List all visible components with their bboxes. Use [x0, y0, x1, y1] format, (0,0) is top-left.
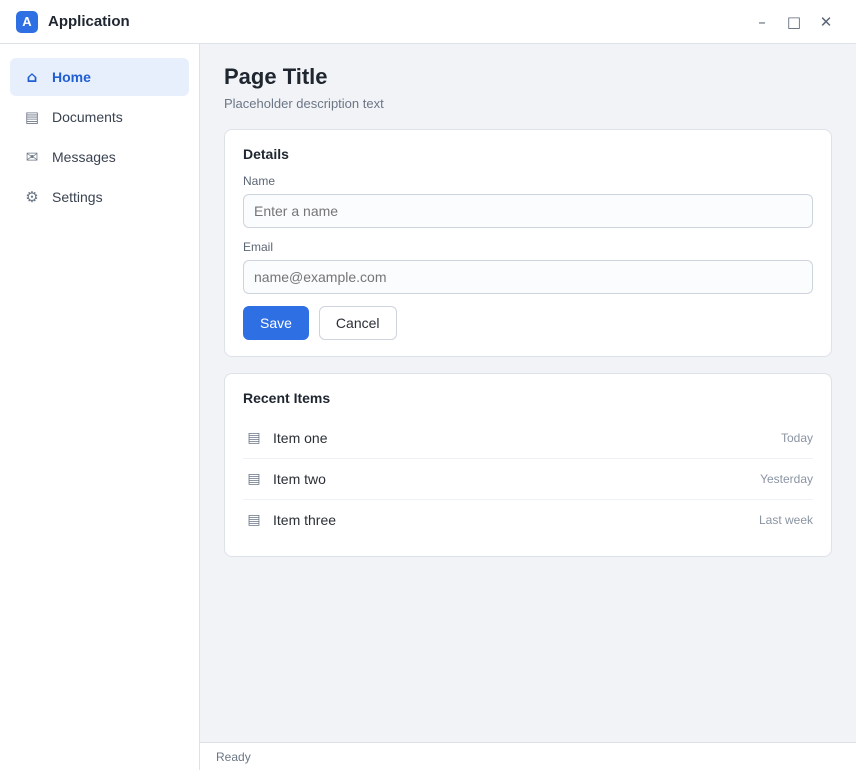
- minimize-button[interactable]: –: [748, 8, 776, 36]
- save-button[interactable]: Save: [243, 306, 309, 340]
- name-input[interactable]: [243, 194, 813, 228]
- sidebar-item-messages[interactable]: [10, 138, 189, 176]
- form-actions: [243, 306, 813, 340]
- status-bar: [200, 742, 856, 770]
- sidebar-item-label: Settings: [52, 189, 103, 205]
- list-item-label: Item two: [273, 471, 326, 487]
- cancel-button[interactable]: Cancel: [319, 306, 397, 340]
- main-content: [200, 44, 856, 770]
- list-item[interactable]: [243, 418, 813, 459]
- sidebar-item-label: Documents: [52, 109, 123, 125]
- file-icon: ▤: [247, 471, 261, 487]
- close-button[interactable]: ✕: [812, 8, 840, 36]
- list-item[interactable]: [243, 459, 813, 500]
- name-label: Name: [243, 174, 276, 188]
- list-item-meta: Yesterday: [760, 472, 813, 486]
- home-icon: ⌂: [26, 68, 38, 86]
- title-bar: [0, 0, 856, 44]
- sidebar: [0, 44, 200, 770]
- page-subtitle: Placeholder description text: [224, 96, 384, 111]
- sidebar-item-label: Messages: [52, 149, 116, 165]
- app-logo: A: [16, 11, 38, 33]
- file-icon: ▤: [247, 512, 261, 528]
- list-item[interactable]: [243, 500, 813, 540]
- mail-icon: ✉: [25, 148, 39, 166]
- document-icon: ▤: [24, 108, 40, 126]
- sidebar-item-home[interactable]: [10, 58, 189, 96]
- list-item-label: Item one: [273, 430, 328, 446]
- list-item-meta: Today: [780, 431, 813, 445]
- file-icon: ▤: [247, 430, 261, 446]
- gear-icon: ⚙: [25, 188, 39, 206]
- page-title: Page Title: [224, 64, 328, 89]
- details-card: [224, 129, 832, 357]
- recent-items-title: Recent Items: [243, 390, 331, 406]
- email-input[interactable]: [243, 260, 813, 294]
- recent-items-card: [224, 373, 832, 557]
- sidebar-item-settings[interactable]: [10, 178, 189, 216]
- maximize-button[interactable]: □: [780, 8, 808, 36]
- status-text: Ready: [216, 749, 251, 764]
- list-item-meta: Last week: [758, 513, 813, 527]
- app-title: Application: [48, 13, 130, 30]
- sidebar-item-label: Home: [52, 69, 91, 85]
- email-label: Email: [243, 240, 274, 254]
- sidebar-item-documents[interactable]: [10, 98, 189, 136]
- list-item-label: Item three: [273, 512, 337, 528]
- details-card-title: Details: [243, 146, 289, 162]
